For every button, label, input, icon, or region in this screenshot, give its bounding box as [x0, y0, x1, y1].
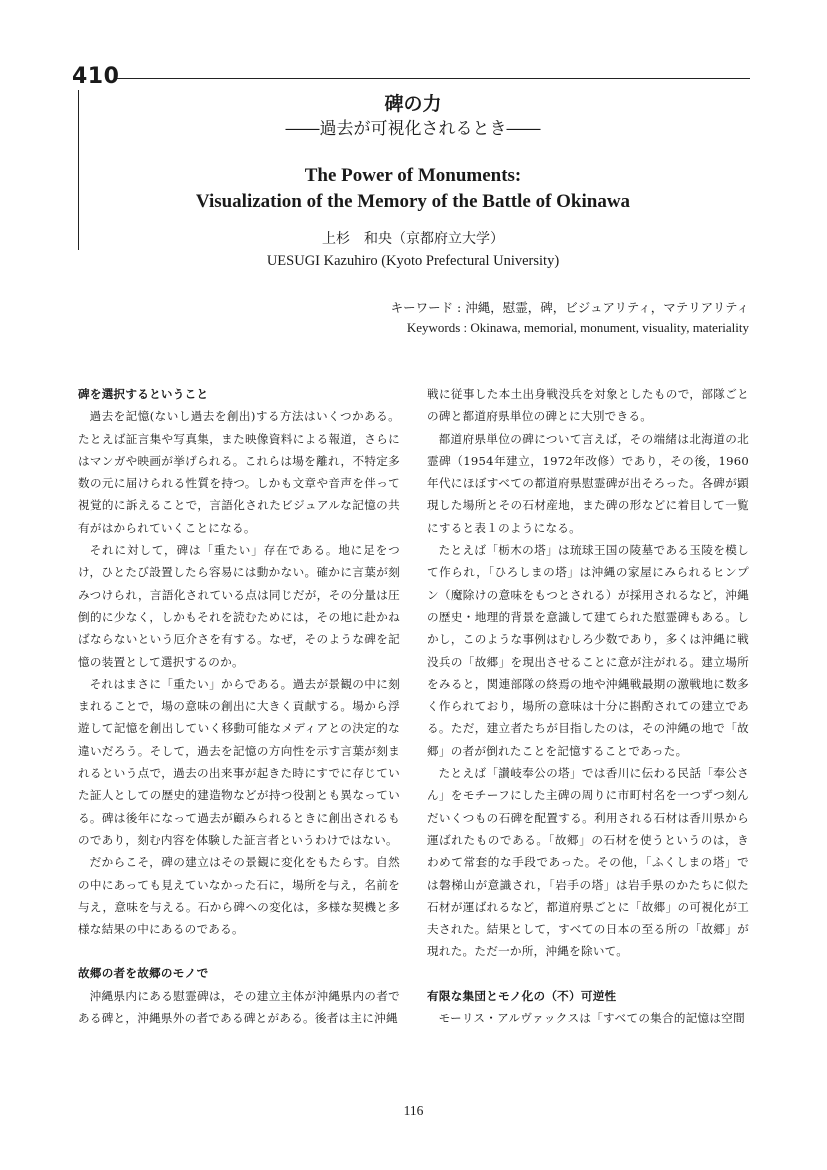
author-english: UESUGI Kazuhiro (Kyoto Prefectural University)	[266, 253, 560, 269]
paragraph: 沖縄県内にある慰霊碑は，その建立主体が沖縄県内の者である碑と，沖縄県外の者である碑とがある。後者は主に沖縄	[78, 988, 400, 1026]
section-heading: 有限な集団とモノ化の（不）可逆性	[427, 988, 617, 1003]
japanese-subtitle: ――過去が可視化されるとき――	[285, 119, 541, 139]
keywords-japanese: キーワード : 沖縄，慰霊，碑，ビジュアリティ，マテリアリティ	[390, 300, 749, 315]
section-heading: 故郷の者を故郷のモノで	[78, 966, 209, 981]
japanese-title: 碑の力	[384, 93, 442, 115]
english-title-line2: Visualization of the Memory of the Battle of Okinawa	[195, 191, 631, 212]
paragraph: だからこそ，碑の建立はその景観に変化をもたらす。自然の中にあっても見えていなかった石に，場所を与え，名前を与え，意味を与える。石から碑への変化は，多様な契機と多様な結果の中にあるのである。	[78, 855, 400, 937]
paragraph: 過去を記憶(ないし過去を創出)する方法はいくつかある。たとえば証言集や写真集，また映像資料による報道，さらにはマンガや映画が挙げられる。これらは場を離れ，不特定多数の元に届けられる性質を持つ。しかも文章や音声を伴って視覚的に訴えることで，言語化されたビジュアルな記憶の共有がはかられていくことになる。	[78, 409, 400, 535]
keywords-english: Keywords : Okinawa, memorial, monument, visuality, materiality	[406, 320, 749, 335]
chapter-number: 410	[72, 64, 120, 89]
left-column	[78, 383, 400, 1029]
paragraph: 都道府県単位の碑について言えば，その端緒は北海道の北霊碑（1954年建立，1972年改修）であり，その後，1960年代にほぼすべての都道府県慰霊碑が出そろった。各碑が顕現した場所とその石材産地，また碑の形などに着目して一覧にすると表１のようになる。	[427, 431, 749, 535]
paragraph: 戦に従事した本土出身戦没兵を対象としたもので，部隊ごとの碑と都道府県単位の碑とに大別できる。	[427, 387, 749, 424]
paragraph: それはまさに「重たい」からである。過去が景観の中に刻まれることで，場の意味の創出に大きく貢献する。場から浮遊して記憶を創出していく移動可能なメディアとの決定的な違いだろう。そして，過去を記憶の方向性を示す言葉が刻まれるという点で，過去の出来事が起きた時にすでに存じていた証人としての歴史的建造物などが持つ役割とも異なっている。碑は後年になって過去が顧みられるときに創出されるものであり，刻む内容を体験した証言者というわけではない。	[78, 676, 400, 847]
paragraph: モーリス・アルヴァックスは「すべての集合的記憶は空間	[438, 1011, 745, 1026]
header-rule	[117, 78, 750, 79]
section-gap	[427, 963, 749, 985]
section-heading: 碑を選択するということ	[78, 387, 209, 401]
side-rule	[78, 90, 79, 250]
paragraph: たとえば「讃岐奉公の塔」では香川に伝わる民話「奉公さん」をモチーフにした主碑の周りに市町村名を一つずつ刻んだいくつもの石碑を配置する。利用される石材は香川県から運ばれたものである。「故郷」の石材を使うというのは，きわめて常套的な手段であった。その他，「ふくしまの塔」では磐梯山が意識され，「岩手の塔」は岩手県のかたちに似た石材が運ばれるなど，都道府県ごとに「故郷」の可視化が工夫された。結果として，すべての日本の至る所の「故郷」が現れた。ただ一か所，沖縄を除いて。	[427, 766, 749, 959]
paragraph: たとえば「栃木の塔」は琉球王国の陵墓である玉陵を模して作られ，「ひろしまの塔」は沖縄の家屋にみられるヒンプン（魔除けの意味をもつとされる）が採用されるなど，沖縄の歴史・地理的背景を意識して建てられた慰霊碑もある。しかし，このような事例はむしろ少数であり，多くは沖縄に戦没兵の「故郷」を現出させることに意が注がれる。建立場所をみると，関連部隊の終焉の地や沖縄戦最期の激戦地に数多く作られており，場所の意味は十分に斟酌されての建立である。ただ，建立者たちが目指したのは，その沖縄の地で「故郷」の者が倒れたことを記憶することであった。	[427, 543, 749, 758]
paragraph: それに対して，碑は「重たい」存在である。地に足をつけ，ひとたび設置したら容易には動かない。確かに言葉が刻みつけられ，言語化されている点は同じだが，その分量は圧倒的に少なく，しかもそれを読むためには，その地に赴かねばならないという厄介さを有する。なぜ，そのような碑を記憶の装置として選択するのか。	[78, 543, 400, 669]
author-japanese: 上杉 和央（京都府立大学）	[322, 231, 504, 247]
section-gap	[78, 940, 400, 962]
right-column	[427, 383, 749, 1029]
english-title-line1: The Power of Monuments:	[304, 165, 522, 186]
english-title	[130, 163, 696, 215]
footer-page-number: 116	[403, 1103, 424, 1118]
